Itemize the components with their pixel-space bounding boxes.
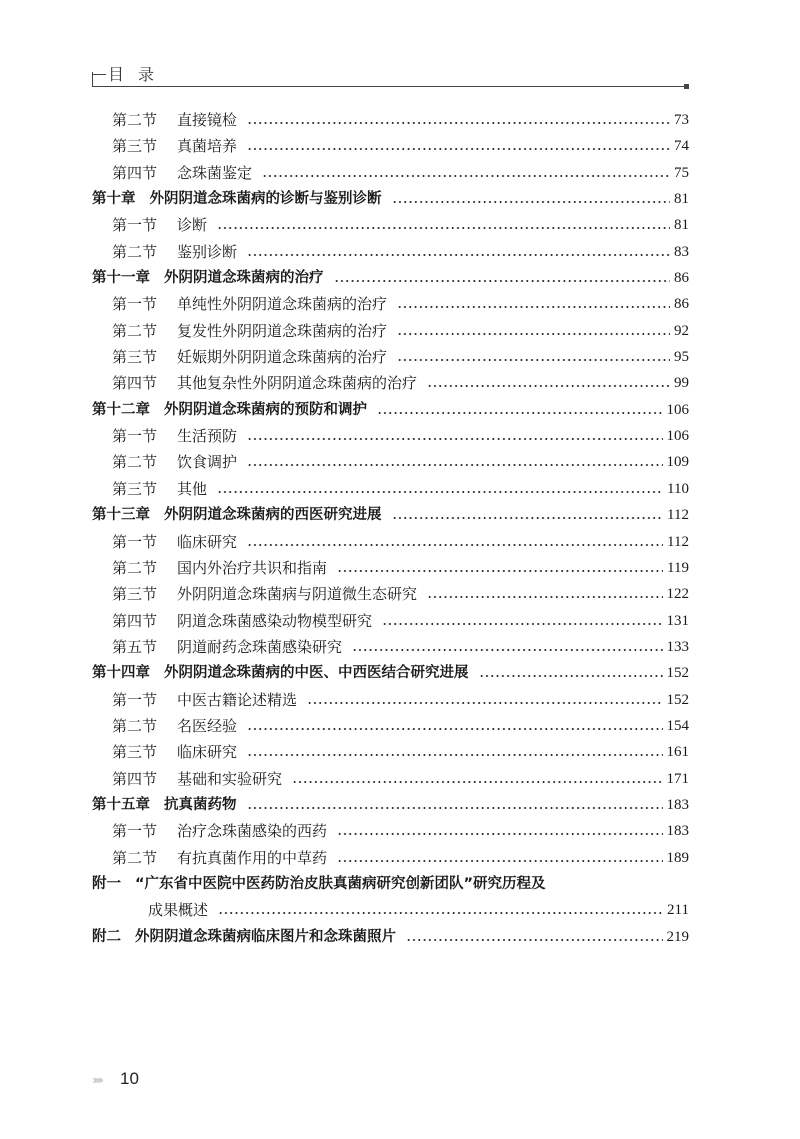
toc-page-number: 86 (674, 270, 689, 287)
section-number: 第二节 (112, 111, 158, 129)
toc-section-entry[interactable] (92, 239, 689, 265)
header-rule-dot (684, 84, 689, 89)
toc-page-number: 81 (674, 191, 689, 208)
toc-section-entry[interactable] (92, 529, 689, 555)
toc-chapter-entry[interactable] (92, 924, 689, 950)
dot-leader (247, 239, 670, 265)
chapter-number: 第十一章 (92, 270, 150, 287)
toc-section-entry[interactable] (92, 291, 689, 317)
toc-page-number: 131 (666, 612, 689, 629)
section-title: 阴道耐药念珠菌感染研究 (177, 637, 343, 656)
toc-section-entry[interactable] (92, 845, 689, 871)
toc-page-number: 106 (666, 428, 689, 445)
chapter-title: 外阴阴道念珠菌病的预防和调护 (164, 401, 367, 418)
section-title: 中医古籍论述精选 (177, 690, 298, 709)
running-header-title: 目录 (100, 62, 174, 85)
toc-entry-label (92, 924, 396, 950)
dot-leader (334, 265, 671, 291)
toc-entry-label (92, 871, 546, 897)
toc-entry-label (92, 186, 382, 212)
dot-leader (247, 529, 663, 555)
toc-page-number: 119 (667, 559, 689, 576)
toc-entry-label (92, 397, 367, 423)
toc-entry-label (112, 581, 417, 607)
toc-section-entry[interactable] (92, 107, 689, 133)
toc-page-number: 152 (666, 665, 689, 682)
dot-leader (479, 660, 663, 686)
toc-page-number: 81 (674, 217, 689, 234)
toc-page-number: 83 (674, 243, 689, 260)
toc-page-number: 219 (666, 928, 689, 945)
section-number: 第三节 (112, 137, 158, 156)
toc-section-entry[interactable] (92, 133, 689, 159)
dot-leader (382, 608, 662, 634)
toc-page-number: 73 (674, 112, 689, 128)
footer-arrows-icon: ››››› (92, 1073, 101, 1087)
toc-section-entry[interactable] (92, 160, 689, 186)
dot-leader (247, 739, 662, 765)
section-number: 第四节 (112, 374, 158, 393)
section-number: 第五节 (112, 637, 158, 656)
section-title: 国内外治疗共识和指南 (177, 558, 328, 577)
section-number: 第一节 (112, 822, 158, 841)
toc-page-number: 74 (674, 138, 689, 155)
toc-page-number: 112 (667, 507, 689, 524)
toc-entry-label (112, 449, 237, 475)
dot-leader (427, 370, 670, 396)
toc-section-entry[interactable] (92, 608, 689, 634)
toc-section-entry[interactable] (92, 739, 689, 765)
section-number: 第二节 (112, 242, 158, 261)
section-number: 第三节 (112, 743, 158, 762)
section-title: 其他复杂性外阴阴道念珠菌病的治疗 (177, 374, 418, 393)
toc-entry-label (112, 845, 327, 871)
toc-entry-label (92, 792, 237, 818)
dot-leader (337, 845, 662, 871)
dot-leader (247, 449, 662, 475)
toc-section-entry[interactable] (92, 581, 689, 607)
section-number: 第二节 (112, 716, 158, 735)
toc-appendix-entry[interactable] (92, 871, 689, 897)
toc-entry-label (112, 766, 282, 792)
toc-entry-label (92, 265, 324, 291)
section-number: 第四节 (112, 769, 158, 788)
toc-entry-label (112, 634, 342, 660)
header-rule (92, 86, 688, 87)
section-title: 基础和实验研究 (177, 769, 283, 788)
toc-entry-label (112, 555, 327, 581)
chapter-number: 第十二章 (92, 401, 150, 418)
toc-entry-label (112, 133, 237, 159)
toc-page-number: 133 (666, 638, 689, 655)
toc-entry-label (112, 529, 237, 555)
toc-page-number: 122 (666, 586, 689, 603)
section-title: 阴道念珠菌感染动物模型研究 (177, 611, 373, 630)
toc-entry-label (112, 608, 372, 634)
toc-page-number: 110 (667, 480, 689, 497)
section-number: 第一节 (112, 216, 158, 235)
section-title: 临床研究 (177, 532, 238, 551)
toc-entry-label (112, 318, 387, 344)
section-title: 生活预防 (177, 427, 238, 446)
toc-entry-label (112, 212, 207, 238)
section-number: 第一节 (112, 427, 158, 446)
toc-section-entry[interactable] (92, 370, 689, 396)
section-title: 鉴别诊断 (177, 242, 238, 261)
page-number: 10 (120, 1069, 139, 1088)
chapter-title: 外阴阴道念珠菌病的中医、中西医结合研究进展 (164, 665, 469, 682)
section-number: 第四节 (112, 611, 158, 630)
toc-entry-label (112, 370, 417, 396)
appendix-title-continued: 成果概述 (148, 901, 209, 920)
chapter-number: 第十四章 (92, 665, 150, 682)
section-title: 直接镜检 (177, 111, 238, 129)
toc-chapter-entry[interactable] (92, 660, 689, 686)
section-number: 第四节 (112, 163, 158, 182)
dot-leader (377, 397, 663, 423)
section-title: 治疗念珠菌感染的西药 (177, 822, 328, 841)
dot-leader (397, 291, 670, 317)
toc-entry-label (112, 713, 237, 739)
toc-section-entry[interactable] (92, 344, 689, 370)
section-number: 第三节 (112, 479, 158, 498)
section-title: 临床研究 (177, 743, 238, 762)
toc-entry-label (112, 160, 252, 186)
section-title: 饮食调护 (177, 453, 238, 472)
toc-page-number: 183 (666, 823, 689, 840)
dot-leader (397, 344, 670, 370)
toc-entry-label (112, 476, 207, 502)
toc-entry-label (112, 107, 237, 133)
chapter-title: 外阴阴道念珠菌病的诊断与鉴别诊断 (149, 191, 382, 208)
chapter-title: 外阴阴道念珠菌病的西医研究进展 (164, 507, 382, 524)
dot-leader (247, 423, 662, 449)
dot-leader (352, 634, 662, 660)
dot-leader (247, 133, 670, 159)
chapter-number: 第十五章 (92, 796, 150, 813)
toc-page-number: 154 (666, 717, 689, 734)
chapter-number: 第十三章 (92, 507, 150, 524)
dot-leader (247, 792, 663, 818)
toc-section-entry[interactable] (92, 318, 689, 344)
section-number: 第三节 (112, 585, 158, 604)
toc-page-number: 86 (674, 296, 689, 313)
toc-page-number: 106 (666, 401, 689, 418)
section-number: 第一节 (112, 295, 158, 314)
appendix-title: “广东省中医院中医药防治皮肤真菌病研究创新团队”研究历程及 (135, 875, 546, 892)
section-number: 第二节 (112, 453, 158, 472)
section-title: 复发性外阴阴道念珠菌病的治疗 (177, 321, 388, 340)
chapter-number: 第十章 (92, 191, 136, 208)
toc-section-entry[interactable] (92, 713, 689, 739)
dot-leader (247, 107, 670, 133)
toc-page-number: 109 (666, 454, 689, 471)
chapter-title: 外阴阴道念珠菌病的治疗 (164, 270, 324, 287)
section-number: 第一节 (112, 532, 158, 551)
toc-chapter-entry[interactable] (92, 397, 689, 423)
appendix-number: 附一 (92, 875, 121, 892)
toc-page-number: 99 (674, 375, 689, 392)
toc-section-entry[interactable] (92, 687, 689, 713)
dot-leader (292, 766, 662, 792)
section-title: 妊娠期外阴阴道念珠菌病的治疗 (177, 348, 388, 367)
dot-leader (218, 897, 663, 923)
toc-page-number: 92 (674, 322, 689, 339)
section-title: 有抗真菌作用的中草药 (177, 848, 328, 867)
toc-page-number: 171 (666, 770, 689, 787)
section-title: 其他 (177, 479, 208, 498)
toc-section-entry[interactable] (92, 449, 689, 475)
toc-chapter-entry[interactable] (92, 502, 689, 528)
dot-leader (247, 713, 662, 739)
toc-section-entry[interactable] (92, 212, 689, 238)
toc-entry-label (112, 739, 237, 765)
toc-chapter-entry[interactable] (92, 186, 689, 212)
table-of-contents (92, 107, 689, 950)
dot-leader (337, 818, 662, 844)
toc-chapter-entry[interactable] (92, 265, 689, 291)
chapter-number: 附二 (92, 928, 121, 945)
toc-entry-label (112, 344, 387, 370)
section-number: 第二节 (112, 558, 158, 577)
toc-entry-label (148, 897, 208, 923)
toc-section-entry[interactable] (92, 555, 689, 581)
toc-page-number: 189 (666, 849, 689, 866)
toc-section-entry[interactable] (92, 766, 689, 792)
dot-leader (307, 687, 662, 713)
dot-leader (217, 476, 663, 502)
section-number: 第二节 (112, 848, 158, 867)
section-number: 第三节 (112, 348, 158, 367)
section-title: 念珠菌鉴定 (177, 163, 253, 182)
toc-section-entry[interactable] (92, 423, 689, 449)
dot-leader (427, 581, 662, 607)
toc-page-number: 152 (666, 691, 689, 708)
dot-leader (392, 186, 671, 212)
toc-page-number: 211 (667, 902, 689, 919)
dot-leader (262, 160, 670, 186)
toc-entry-label (112, 818, 327, 844)
toc-entry-label (112, 291, 387, 317)
toc-page-number: 183 (666, 796, 689, 813)
section-title: 名医经验 (177, 716, 238, 735)
dot-leader (392, 502, 664, 528)
dot-leader (397, 318, 670, 344)
toc-section-entry[interactable] (92, 634, 689, 660)
toc-page-number: 75 (674, 164, 689, 181)
toc-entry-label (112, 423, 237, 449)
toc-page-number: 112 (667, 533, 689, 550)
toc-page-number: 161 (666, 744, 689, 761)
toc-entry-label (112, 239, 237, 265)
toc-entry-label (112, 687, 297, 713)
section-number: 第二节 (112, 321, 158, 340)
chapter-title: 外阴阴道念珠菌病临床图片和念珠菌照片 (135, 928, 396, 945)
section-title: 单纯性外阴阴道念珠菌病的治疗 (177, 295, 388, 314)
toc-entry-label (92, 502, 382, 528)
section-number: 第一节 (112, 690, 158, 709)
section-title: 外阴阴道念珠菌病与阴道微生态研究 (177, 585, 418, 604)
chapter-title: 抗真菌药物 (164, 796, 237, 813)
toc-appendix-entry-continued[interactable] (92, 897, 689, 923)
section-title: 诊断 (177, 216, 208, 235)
toc-entry-label (92, 660, 469, 686)
dot-leader (337, 555, 663, 581)
section-title: 真菌培养 (177, 137, 238, 156)
toc-page-number: 95 (674, 349, 689, 366)
toc-chapter-entry[interactable] (92, 792, 689, 818)
dot-leader (406, 924, 663, 950)
toc-section-entry[interactable] (92, 476, 689, 502)
toc-section-entry[interactable] (92, 818, 689, 844)
dot-leader (217, 212, 670, 238)
